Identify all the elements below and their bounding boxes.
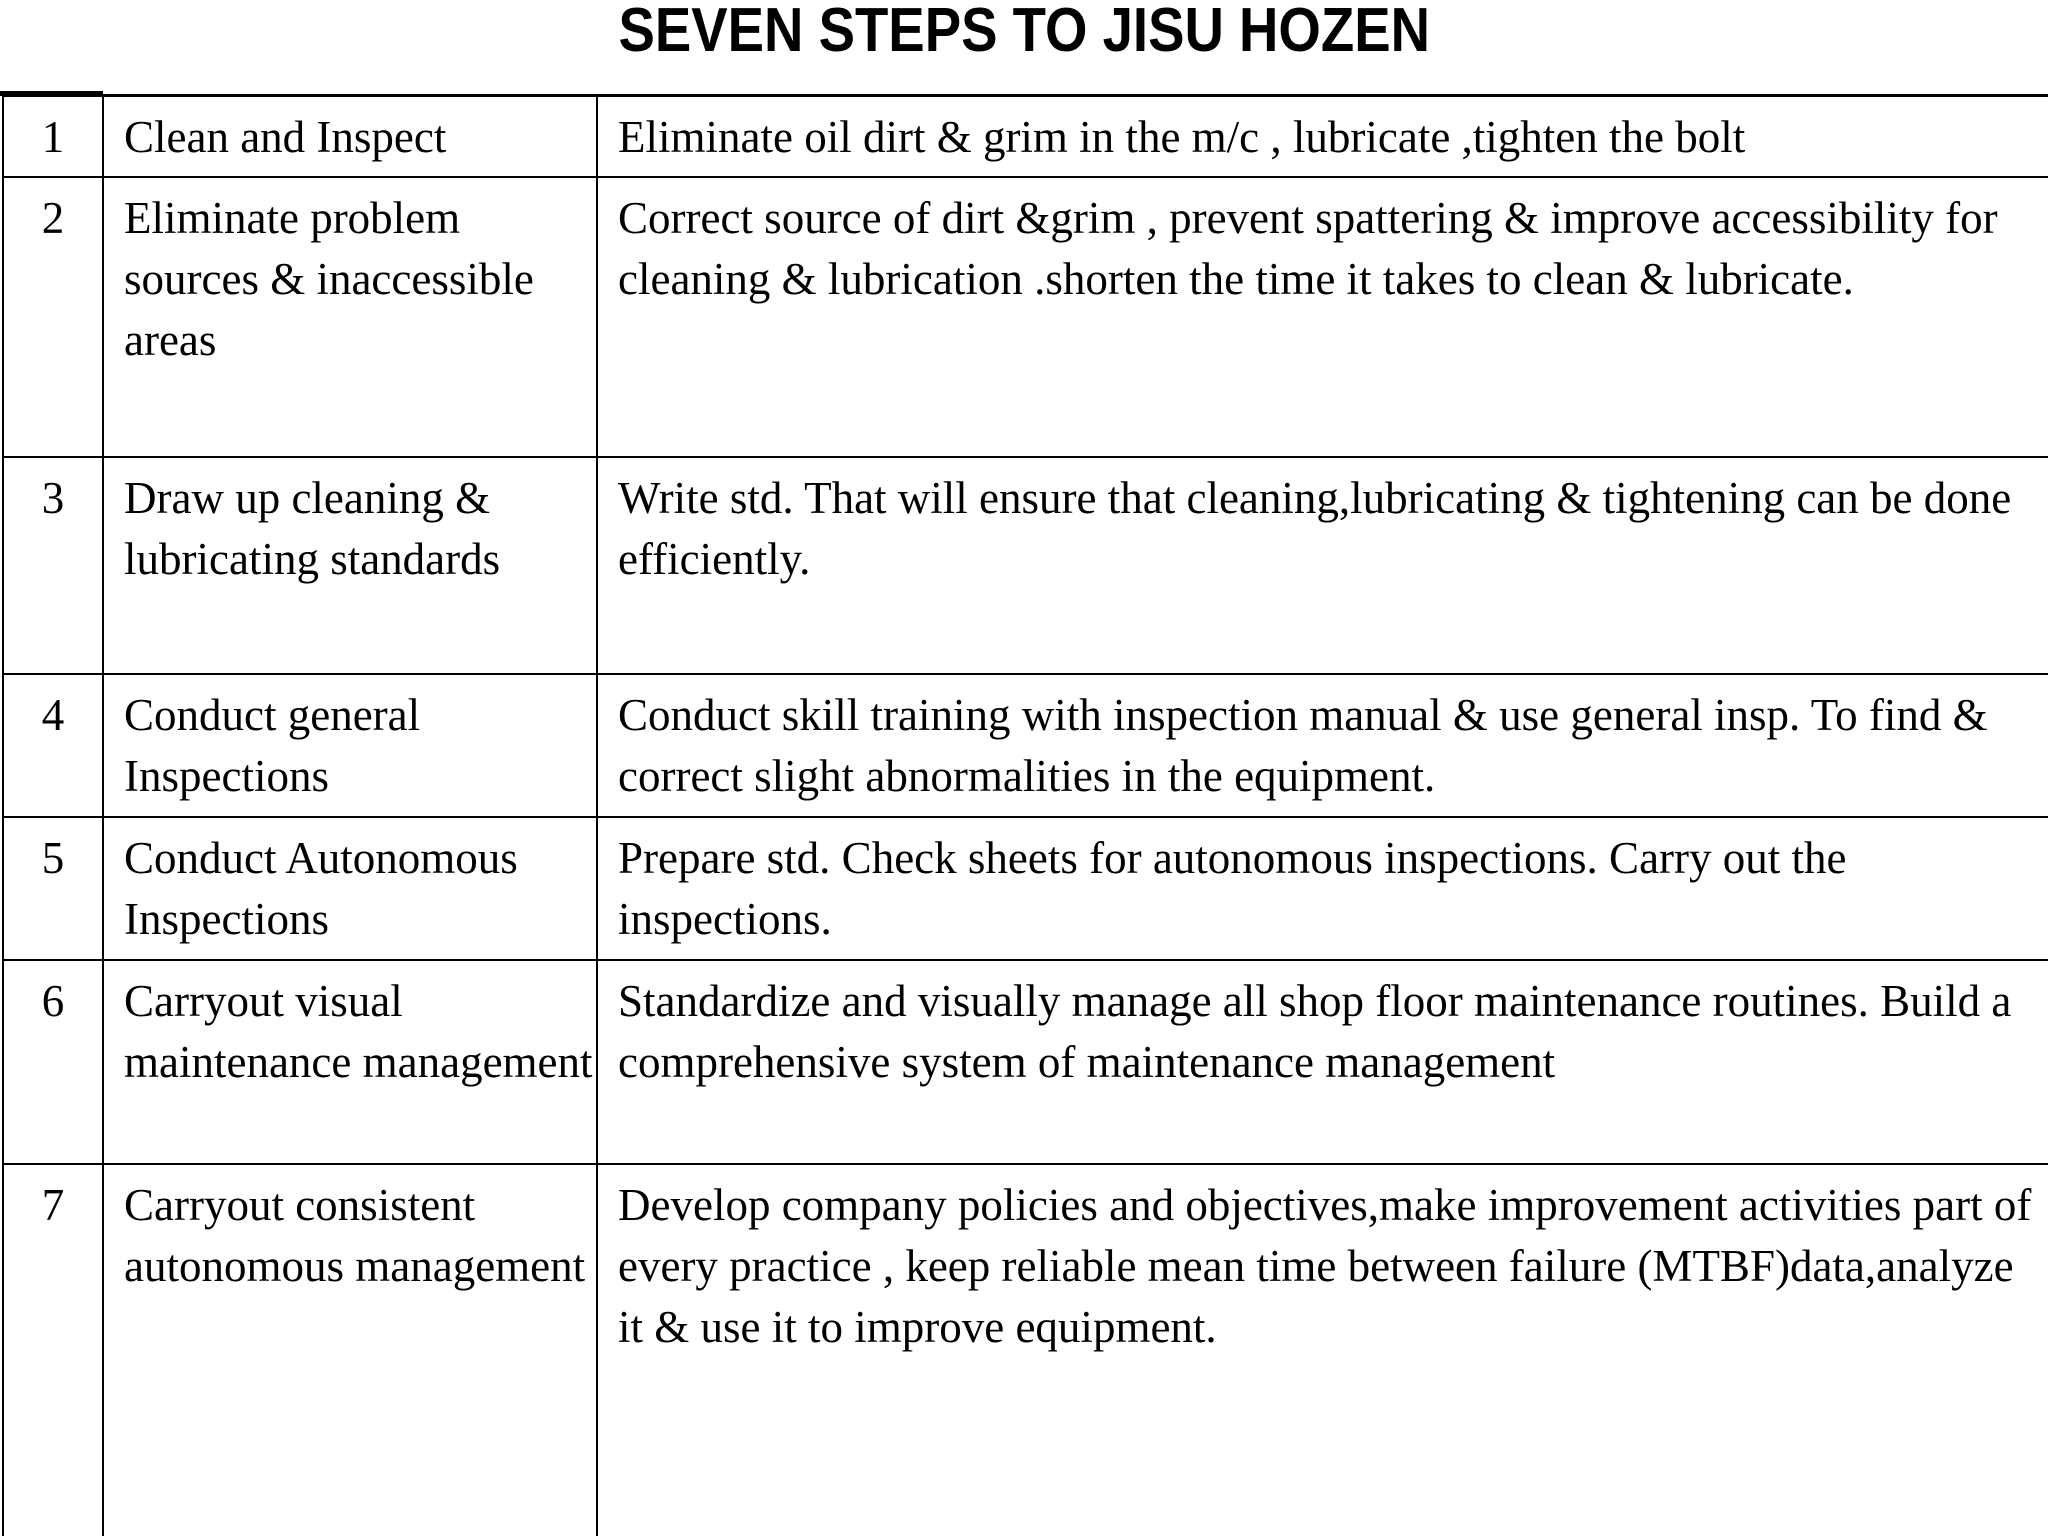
table-row	[3, 177, 2048, 457]
step-number: 7	[3, 1164, 103, 1536]
step-name: Carryout consistent autonomous management	[103, 1164, 597, 1536]
step-name: Carryout visual maintenance management	[103, 960, 597, 1164]
page-title: SEVEN STEPS TO JISU HOZEN	[618, 0, 1431, 65]
table-row	[3, 817, 2048, 960]
step-description: Standardize and visually manage all shop floor maintenance routines. Build a comprehensive system of maintenance management	[597, 960, 2048, 1164]
step-description: Conduct skill training with inspection manual & use general insp. To find & correct slight abnormalities in the equipment.	[597, 674, 2048, 817]
step-number: 2	[3, 177, 103, 457]
table-row	[3, 457, 2048, 674]
table-row	[3, 1164, 2048, 1536]
step-name: Eliminate problem sources & inaccessible areas	[103, 177, 597, 457]
step-name: Conduct general Inspections	[103, 674, 597, 817]
step-description: Prepare std. Check sheets for autonomous inspections. Carry out the inspections.	[597, 817, 2048, 960]
table-row	[3, 960, 2048, 1164]
step-name: Conduct Autonomous Inspections	[103, 817, 597, 960]
step-number: 4	[3, 674, 103, 817]
step-number: 1	[3, 96, 103, 177]
steps-table	[2, 94, 2048, 1536]
step-number: 6	[3, 960, 103, 1164]
step-number: 3	[3, 457, 103, 674]
table-row	[3, 674, 2048, 817]
step-description: Write std. That will ensure that cleaning,lubricating & tightening can be done efficiently.	[597, 457, 2048, 674]
step-name: Draw up cleaning & lubricating standards	[103, 457, 597, 674]
step-number: 5	[3, 817, 103, 960]
step-description: Develop company policies and objectives,make improvement activities part of every practice , keep reliable mean time between failure (MTBF)data,analyze it & use it to improve equipment.	[597, 1164, 2048, 1536]
table-row	[3, 96, 2048, 177]
step-description: Correct source of dirt &grim , prevent spattering & improve accessibility for cleaning & lubrication .shorten the time it takes to clean & lubricate.	[597, 177, 2048, 457]
step-name: Clean and Inspect	[103, 96, 597, 177]
step-description: Eliminate oil dirt & grim in the m/c , lubricate ,tighten the bolt	[597, 96, 2048, 177]
